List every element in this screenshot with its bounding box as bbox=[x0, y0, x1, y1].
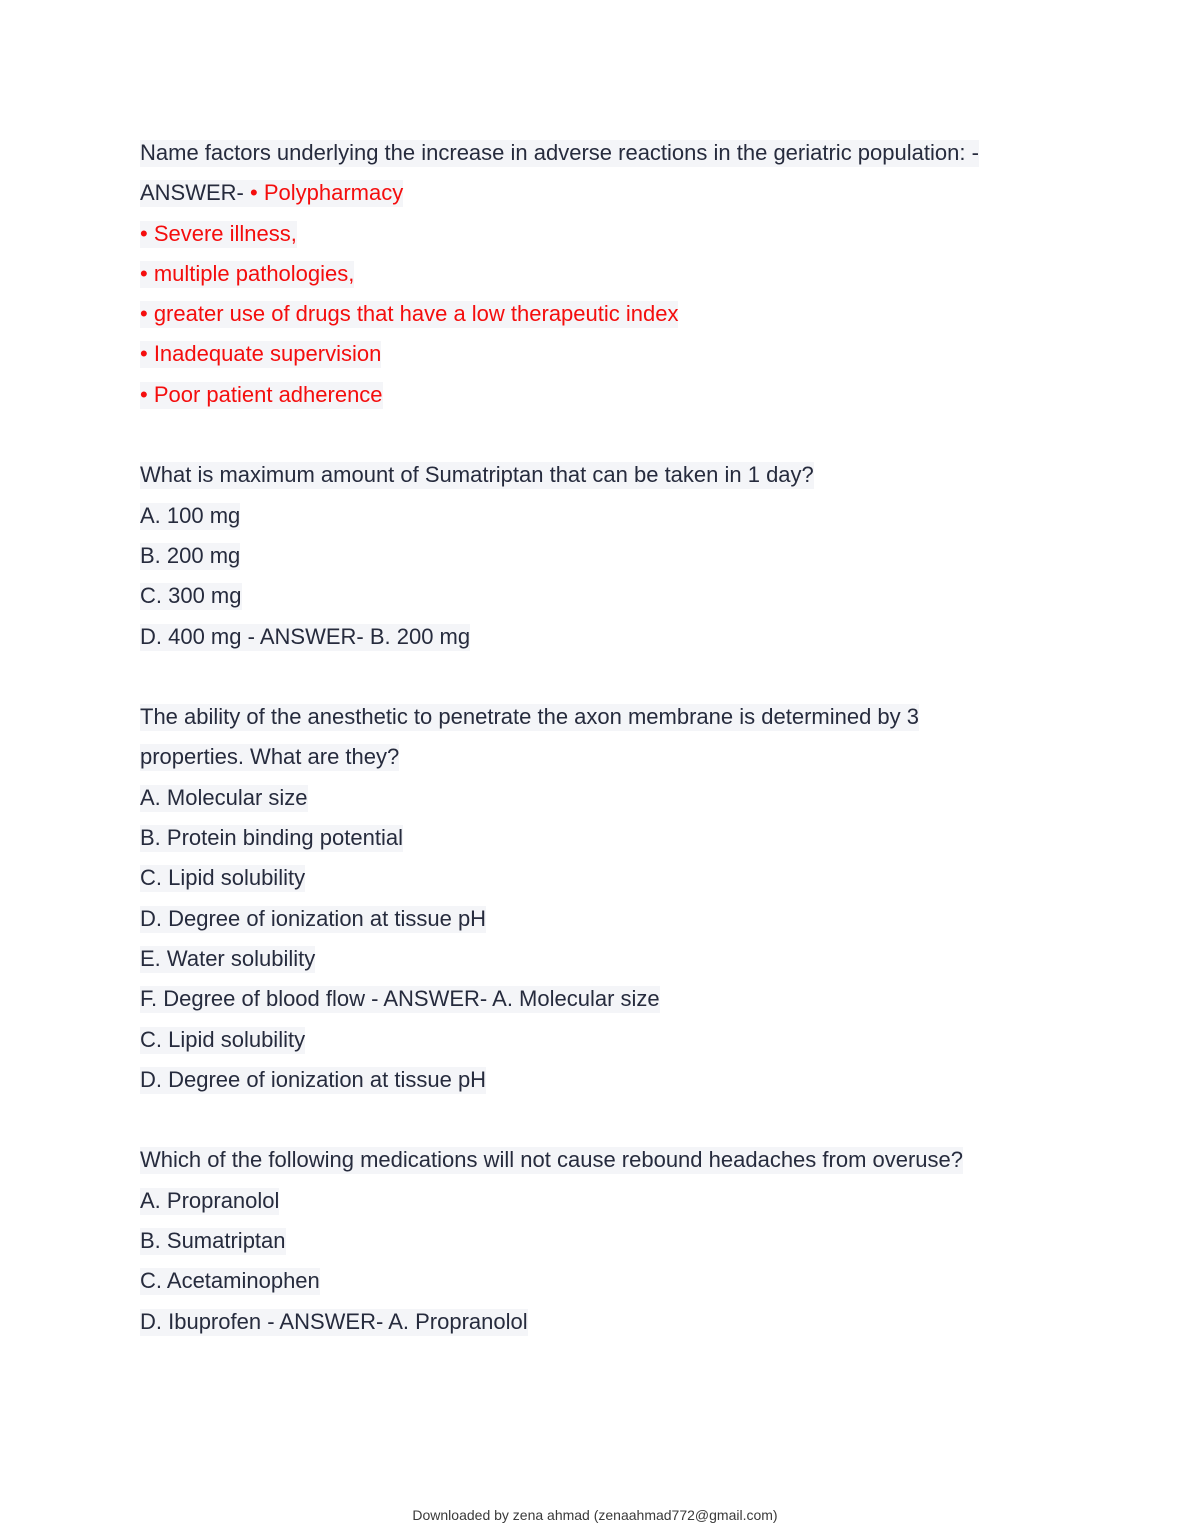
document-content bbox=[140, 133, 1040, 1342]
q1-answer-item: • Inadequate supervision bbox=[140, 341, 382, 367]
q3-option: D. Degree of ionization at tissue pH bbox=[140, 1066, 487, 1092]
q1-answer-item: • greater use of drugs that have a low therapeutic index bbox=[140, 301, 679, 327]
q3-question-line2: properties. What are they? bbox=[140, 744, 400, 770]
q1-question-line2 bbox=[140, 173, 1040, 213]
q3-option: B. Protein binding potential bbox=[140, 825, 403, 851]
q1-question-line1: Name factors underlying the increase in adverse reactions in the geriatric population: - bbox=[140, 140, 979, 165]
q2-option: A. 100 mg bbox=[140, 502, 241, 528]
spacer bbox=[140, 657, 1040, 697]
q1-answer-item: • Severe illness, bbox=[140, 220, 297, 246]
q4-option: C. Acetaminophen bbox=[140, 1268, 320, 1294]
q2-option: C. 300 mg bbox=[140, 583, 242, 609]
spacer bbox=[140, 415, 1040, 455]
q2-question: What is maximum amount of Sumatriptan that can be taken in 1 day? bbox=[140, 462, 814, 488]
q1-answer-item: • Poor patient adherence bbox=[140, 381, 383, 407]
q3-option: A. Molecular size bbox=[140, 784, 308, 810]
q4-question: Which of the following medications will not cause rebound headaches from overuse? bbox=[140, 1147, 964, 1173]
q2-option: B. 200 mg bbox=[140, 542, 241, 568]
q3-question-line1: The ability of the anesthetic to penetrate the axon membrane is determined by 3 bbox=[140, 704, 920, 730]
download-footer: Downloaded by zena ahmad (zenaahmad772@gmail.com) bbox=[412, 1507, 778, 1523]
q4-option: B. Sumatriptan bbox=[140, 1228, 286, 1254]
q1-answer-item: • Polypharmacy bbox=[250, 180, 404, 206]
q3-option: C. Lipid solubility bbox=[140, 865, 306, 891]
q1-answer-item: • multiple pathologies, bbox=[140, 260, 355, 286]
q1-answer-prefix: ANSWER- bbox=[140, 180, 250, 206]
q4-option: A. Propranolol bbox=[140, 1187, 280, 1213]
q3-option: E. Water solubility bbox=[140, 945, 316, 971]
q3-option: C. Lipid solubility bbox=[140, 1026, 306, 1052]
q3-option: D. Degree of ionization at tissue pH bbox=[140, 905, 487, 931]
spacer bbox=[140, 1100, 1040, 1140]
q4-option: D. Ibuprofen - ANSWER- A. Propranolol bbox=[140, 1308, 528, 1334]
q2-option: D. 400 mg - ANSWER- B. 200 mg bbox=[140, 623, 471, 649]
q3-option: F. Degree of blood flow - ANSWER- A. Molecular size bbox=[140, 986, 660, 1012]
